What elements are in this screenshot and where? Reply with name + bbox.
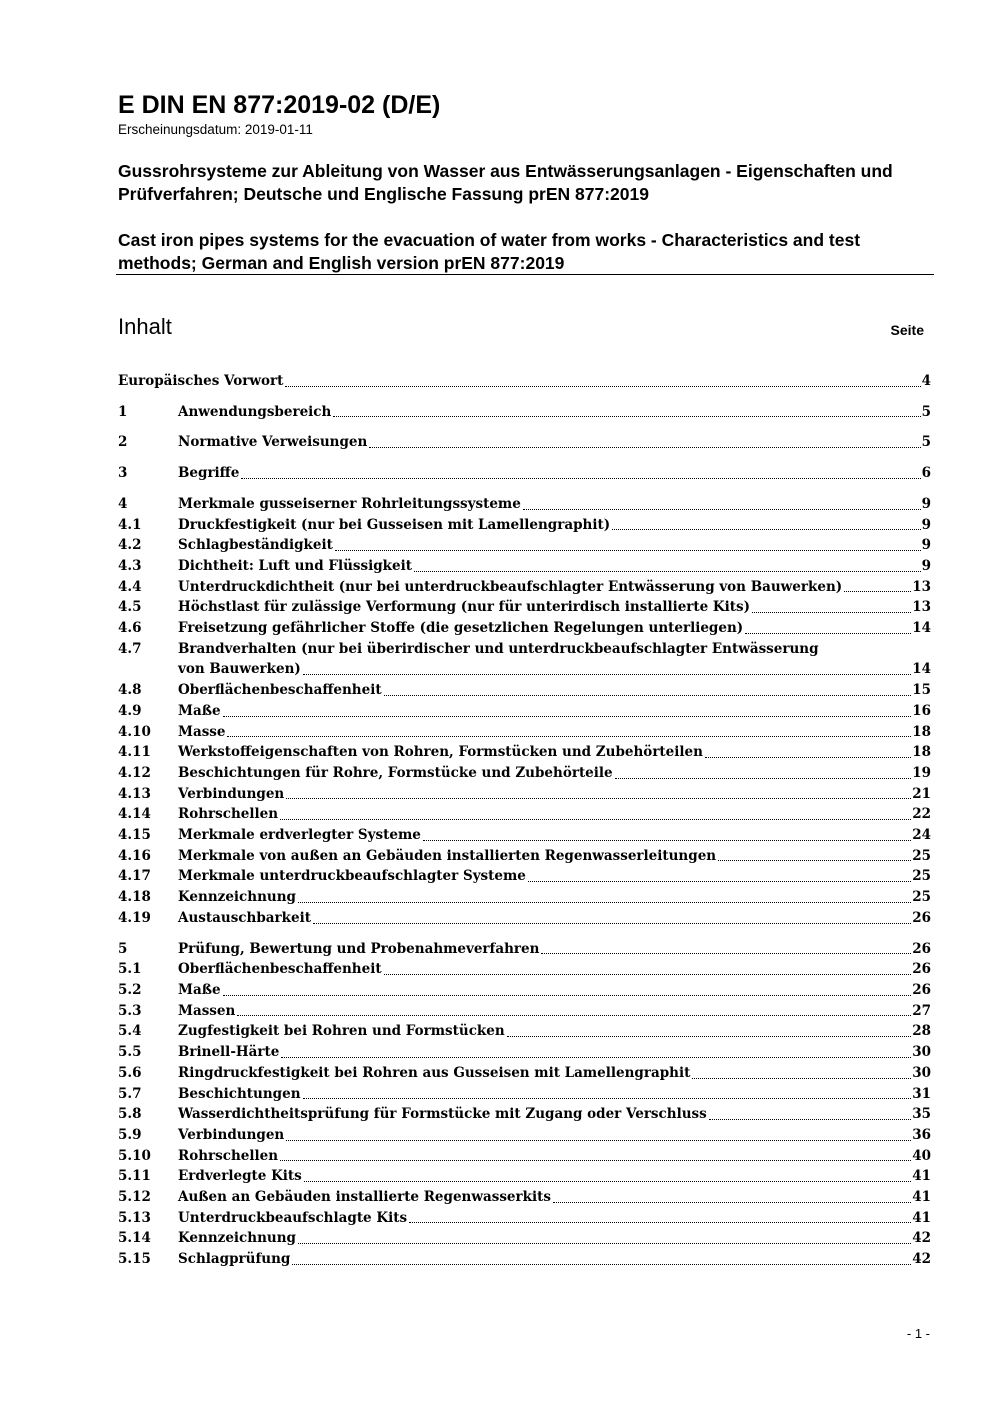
toc-entry-number: 5.10 [118, 1147, 151, 1164]
toc-entry-title: Unterdruckdichtheit (nur bei unterdruckbeaufschlagter Entwässerung von Bauwerken) [178, 578, 843, 595]
toc-leader [304, 1181, 911, 1182]
toc-entry-page: 13 [912, 578, 931, 595]
toc-entry[interactable] [118, 784, 931, 805]
toc-entry-page: 21 [912, 785, 931, 802]
toc-leader [313, 923, 911, 924]
toc-leader [414, 571, 921, 572]
toc-entry-title: Kennzeichnung [178, 1230, 296, 1247]
toc-leader [384, 974, 912, 975]
toc-entry-title: Verbindungen [178, 785, 285, 802]
toc-entry-page: 30 [912, 1064, 931, 1081]
toc-leader [241, 478, 920, 479]
toc-entry[interactable] [118, 597, 931, 618]
toc-entry[interactable] [118, 639, 931, 680]
toc-entry-number: 4.15 [118, 827, 151, 844]
toc-entry-number: 4.9 [118, 702, 142, 719]
toc-entry[interactable] [118, 1042, 931, 1063]
toc-entry-number: 4.12 [118, 764, 151, 781]
toc-entry[interactable] [118, 463, 931, 484]
toc-entry-page: 14 [912, 620, 931, 637]
toc-entry[interactable] [118, 980, 931, 1001]
toc-entry-page: 22 [912, 806, 931, 823]
toc-leader [333, 416, 920, 417]
document-code: E DIN EN 877:2019-02 (D/E) [118, 91, 441, 119]
toc-entry-page: 9 [921, 495, 931, 512]
toc-entry-number: 4.1 [118, 516, 142, 533]
toc-leader [541, 953, 911, 954]
toc-entry-number: 4.10 [118, 723, 151, 740]
toc-entry-page: 5 [921, 403, 931, 420]
toc-entry-page: 6 [921, 465, 931, 482]
publication-date: Erscheinungsdatum: 2019-01-11 [118, 122, 313, 137]
toc-entry-number: 5.2 [118, 981, 142, 998]
toc-entry-number: 4.6 [118, 620, 142, 637]
toc-leader [223, 995, 912, 996]
toc-entry[interactable] [118, 1228, 931, 1249]
toc-leader [237, 1015, 911, 1016]
toc-entry-page: 26 [912, 961, 931, 978]
toc-entry-number: 4.18 [118, 889, 151, 906]
toc-leader [281, 1057, 911, 1058]
toc-leader [303, 1098, 912, 1099]
toc-leader [409, 1222, 911, 1223]
toc-entry-page: 4 [921, 373, 931, 389]
toc-leader [752, 612, 911, 613]
toc-entry[interactable] [118, 701, 931, 722]
title-divider [116, 274, 934, 275]
toc-entry-title: Beschichtungen für Rohre, Formstücke und Zubehörteile [178, 764, 613, 781]
toc-entry-number: 4.19 [118, 909, 151, 926]
toc-entry-page: 30 [912, 1044, 931, 1061]
toc-entry-page: 25 [912, 889, 931, 906]
title-german: Gussrohrsysteme zur Ableitung von Wasser aus Entwässerungsanlagen - Eigenschaften und Prüfverfahren; Deutsche und Englische Fassung prEN 877:2019 [118, 161, 893, 204]
toc-entry-page: 9 [921, 557, 931, 574]
toc-entry[interactable] [118, 804, 931, 825]
toc-entry-page: 16 [912, 702, 931, 719]
toc-entry-page: 9 [921, 537, 931, 554]
toc-entry-number: 4.8 [118, 682, 142, 699]
toc-entry-number: 1 [118, 403, 128, 420]
toc-entry-title: Merkmale unterdruckbeaufschlagter Systeme [178, 868, 526, 885]
toc-entry-number: 5.13 [118, 1209, 151, 1226]
toc-entry-page: 5 [921, 434, 931, 451]
toc-entry[interactable] [118, 515, 931, 536]
toc-leader [709, 1119, 911, 1120]
toc-leader [369, 447, 920, 448]
toc-entry-page: 25 [912, 847, 931, 864]
toc-entry-title: Massen [178, 1002, 236, 1019]
toc-entry-page: 31 [912, 1085, 931, 1102]
toc-entry-title: Höchstlast für zulässige Verformung (nur für unterirdisch installierte Kits) [178, 599, 751, 616]
toc-entry-number: 5.5 [118, 1044, 142, 1061]
toc-entry[interactable] [118, 535, 931, 556]
toc-entry[interactable] [118, 371, 931, 392]
toc-heading: Inhalt [118, 314, 172, 339]
toc-entry-page: 26 [912, 940, 931, 957]
toc-entry[interactable] [118, 866, 931, 887]
toc-entry-title: Rohrschellen [178, 1147, 279, 1164]
toc-entry-title: Verbindungen [178, 1126, 285, 1143]
table-of-contents [118, 371, 931, 1270]
toc-entry[interactable] [118, 556, 931, 577]
toc-leader [292, 1264, 911, 1265]
toc-entry[interactable] [118, 846, 931, 867]
toc-entry-page: 26 [912, 981, 931, 998]
toc-entry-title: Maße [178, 702, 221, 719]
toc-entry-page: 42 [912, 1251, 931, 1268]
toc-entry-title: Merkmale von außen an Gebäuden installierten Regenwasserleitungen [178, 847, 717, 864]
toc-leader [280, 1160, 911, 1161]
toc-entry[interactable] [118, 908, 931, 929]
toc-leader [745, 633, 911, 634]
toc-entry-title: Schlagprüfung [178, 1251, 291, 1268]
toc-entry-page: 36 [912, 1126, 931, 1143]
toc-entry[interactable] [118, 1146, 931, 1167]
toc-entry-number: 2 [118, 434, 128, 451]
toc-entry-number: 4.4 [118, 578, 142, 595]
toc-entry-number: 5.12 [118, 1189, 151, 1206]
toc-entry-title: Kennzeichnung [178, 889, 296, 906]
toc-entry-title: Masse [178, 723, 226, 740]
toc-entry-number: 5.8 [118, 1106, 142, 1123]
toc-entry-title: Schlagbeständigkeit [178, 537, 333, 554]
toc-leader [303, 674, 911, 675]
toc-leader [705, 757, 911, 758]
toc-page-column-label: Seite [890, 322, 924, 338]
toc-entry-number: 4.14 [118, 806, 151, 823]
toc-entry[interactable] [118, 1104, 931, 1125]
toc-entry-page: 27 [912, 1002, 931, 1019]
toc-entry[interactable] [118, 959, 931, 980]
toc-entry-title: Merkmale erdverlegter Systeme [178, 827, 421, 844]
toc-entry-title: Oberflächenbeschaffenheit [178, 961, 382, 978]
toc-leader [507, 1036, 912, 1037]
toc-entry-page: 14 [912, 661, 931, 678]
toc-entry-title: Prüfung, Bewertung und Probenahmeverfahren [178, 940, 540, 957]
toc-entry[interactable] [118, 1084, 931, 1105]
toc-entry-title: Maße [178, 981, 221, 998]
toc-entry[interactable] [118, 763, 931, 784]
toc-entry-title: Werkstoffeigenschaften von Rohren, Formstücken und Zubehörteilen [178, 744, 703, 761]
toc-entry[interactable] [118, 1063, 931, 1084]
toc-entry-number: 5.3 [118, 1002, 142, 1019]
toc-leader [528, 881, 911, 882]
toc-entry-title: Unterdruckbeaufschlagte Kits [178, 1209, 408, 1226]
toc-leader [335, 550, 921, 551]
toc-entry[interactable] [118, 1249, 931, 1270]
title-english: Cast iron pipes systems for the evacuation of water from works - Characteristics and test methods; German and English version prEN 877:2019 [118, 230, 861, 273]
toc-entry-number: 5 [118, 940, 128, 957]
toc-entry-page: 41 [912, 1168, 931, 1185]
toc-entry-number: 5.7 [118, 1085, 142, 1102]
toc-entry[interactable] [118, 887, 931, 908]
toc-entry[interactable] [118, 618, 931, 639]
toc-entry[interactable] [118, 1021, 931, 1042]
toc-entry-title: Beschichtungen [178, 1085, 301, 1102]
toc-entry-number: 5.14 [118, 1230, 151, 1247]
toc-entry-title: Freisetzung gefährlicher Stoffe (die gesetzlichen Regelungen unterliegen) [178, 620, 744, 637]
toc-entry-page: 9 [921, 516, 931, 533]
toc-entry-number: 4.2 [118, 537, 142, 554]
toc-leader [280, 819, 911, 820]
toc-leader [692, 1078, 911, 1079]
toc-entry-page: 35 [912, 1106, 931, 1123]
toc-entry-title: Wasserdichtheitsprüfung für Formstücke mit Zugang oder Verschluss [178, 1106, 707, 1123]
toc-entry-page: 18 [912, 723, 931, 740]
toc-entry-title: Erdverlegte Kits [178, 1168, 302, 1185]
toc-entry-number: 5.6 [118, 1064, 142, 1081]
toc-leader [615, 778, 912, 779]
toc-entry-title: Außen an Gebäuden installierte Regenwasserkits [178, 1189, 551, 1206]
toc-entry-page: 25 [912, 868, 931, 885]
toc-entry-page: 24 [912, 827, 931, 844]
toc-leader [298, 902, 911, 903]
toc-entry[interactable] [118, 825, 931, 846]
toc-entry-title: Ringdruckfestigkeit bei Rohren aus Gusseisen mit Lamellengraphit [178, 1064, 691, 1081]
toc-entry-title: Normative Verweisungen [178, 434, 368, 451]
toc-entry[interactable] [118, 432, 931, 453]
toc-entry-number: 5.1 [118, 961, 142, 978]
toc-entry-number: 5.11 [118, 1168, 151, 1185]
toc-entry-page: 26 [912, 909, 931, 926]
toc-entry[interactable] [118, 1208, 931, 1229]
toc-entry-title: Begriffe [178, 465, 240, 482]
toc-entry-page: 40 [912, 1147, 931, 1164]
toc-leader [423, 840, 911, 841]
toc-entry-page: 18 [912, 744, 931, 761]
toc-leader [844, 591, 911, 592]
toc-entry-title: Europäisches Vorwort [118, 373, 284, 389]
toc-leader [553, 1202, 911, 1203]
toc-entry-number: 3 [118, 465, 128, 482]
toc-entry-title: Rohrschellen [178, 806, 279, 823]
toc-entry-number: 4.5 [118, 599, 142, 616]
toc-entry-number: 4.17 [118, 868, 151, 885]
toc-entry-title: Druckfestigkeit (nur bei Gusseisen mit Lamellengraphit) [178, 516, 611, 533]
toc-entry-number: 4.16 [118, 847, 151, 864]
toc-entry-page: 28 [912, 1023, 931, 1040]
toc-entry[interactable] [118, 494, 931, 515]
toc-entry[interactable] [118, 1001, 931, 1022]
toc-entry-number: 4 [118, 495, 128, 512]
toc-entry-page: 19 [912, 764, 931, 781]
toc-leader [298, 1243, 911, 1244]
toc-entry-number: 5.9 [118, 1126, 142, 1143]
toc-entry-title: Anwendungsbereich [178, 403, 332, 420]
toc-leader [286, 798, 911, 799]
toc-entry[interactable] [118, 1187, 931, 1208]
toc-entry-number: 4.3 [118, 557, 142, 574]
toc-entry-title: Merkmale gusseiserner Rohrleitungssysteme [178, 495, 521, 512]
toc-entry[interactable] [118, 680, 931, 701]
toc-entry-number: 5.15 [118, 1251, 151, 1268]
toc-leader [718, 860, 911, 861]
toc-leader [223, 716, 912, 717]
toc-entry-title-continued: von Bauwerken) [178, 661, 301, 678]
toc-entry-number: 4.11 [118, 744, 151, 761]
toc-leader [286, 1140, 911, 1141]
toc-entry-page: 41 [912, 1189, 931, 1206]
toc-entry-page: 42 [912, 1230, 931, 1247]
toc-entry[interactable] [118, 939, 931, 960]
toc-entry-title: Oberflächenbeschaffenheit [178, 682, 382, 699]
toc-entry-number: 4.7 [118, 640, 142, 657]
toc-entry-number: 5.4 [118, 1023, 142, 1040]
toc-entry-number: 4.13 [118, 785, 151, 802]
toc-entry[interactable] [118, 1166, 931, 1187]
toc-leader [285, 386, 920, 387]
toc-entry-title: Zugfestigkeit bei Rohren und Formstücken [178, 1023, 505, 1040]
toc-entry-page: 13 [912, 599, 931, 616]
toc-entry[interactable] [118, 577, 931, 598]
toc-leader [227, 736, 911, 737]
toc-entry-title: Austauschbarkeit [178, 909, 311, 926]
toc-leader [384, 695, 912, 696]
toc-entry[interactable] [118, 722, 931, 743]
toc-entry-title: Brandverhalten (nur bei überirdischer und unterdruckbeaufschlagter Entwässerung [178, 640, 819, 657]
toc-entry[interactable] [118, 402, 931, 423]
toc-entry[interactable] [118, 742, 931, 763]
toc-entry-page: 41 [912, 1209, 931, 1226]
toc-entry-page: 15 [912, 682, 931, 699]
toc-leader [523, 509, 921, 510]
toc-entry-title: Dichtheit: Luft und Flüssigkeit [178, 557, 412, 574]
toc-entry[interactable] [118, 1125, 931, 1146]
toc-entry-title: Brinell-Härte [178, 1044, 280, 1061]
toc-leader [612, 529, 920, 530]
page-number: - 1 - [906, 1326, 930, 1341]
